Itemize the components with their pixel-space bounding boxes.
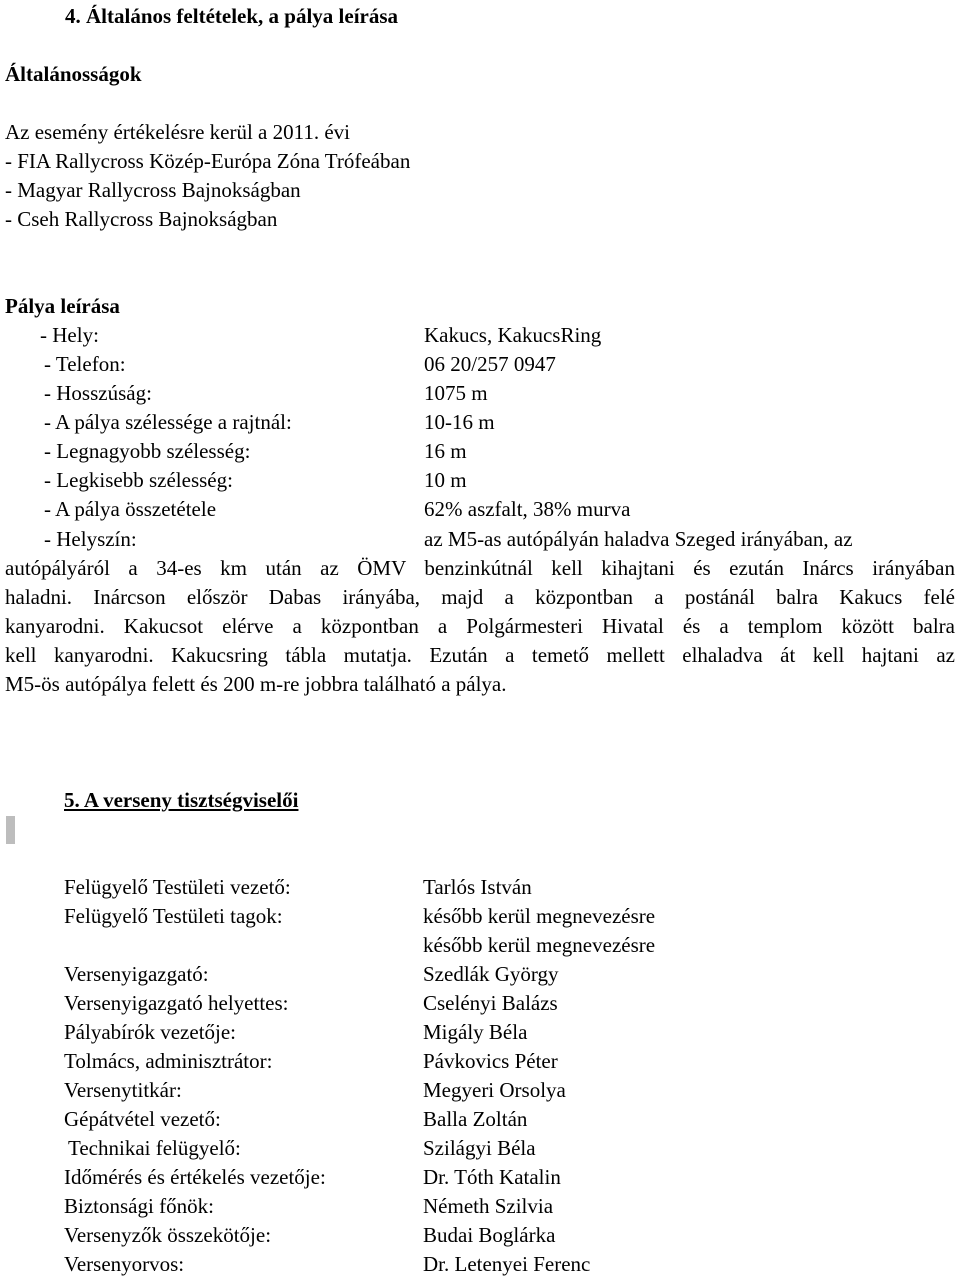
general-heading: Általánosságok bbox=[5, 62, 142, 86]
margin-change-bar bbox=[6, 816, 15, 844]
official-name: Dr. Tóth Katalin bbox=[423, 1165, 561, 1189]
track-heading: Pálya leírása bbox=[5, 294, 120, 318]
track-label: - Legkisebb szélesség: bbox=[44, 468, 233, 492]
official-role: Versenyigazgató helyettes: bbox=[64, 991, 289, 1015]
official-role: Versenyorvos: bbox=[64, 1252, 185, 1276]
section-4-heading: 4. Általános feltételek, a pálya leírása bbox=[65, 4, 399, 28]
official-role: Versenyigazgató: bbox=[64, 962, 209, 986]
track-label: - A pálya összetétele bbox=[44, 497, 217, 521]
official-role: Biztonsági főnök: bbox=[64, 1194, 214, 1218]
location-line: kanyarodni. Kakucsot elérve a központban a Polgármesteri Hivatal és a templom között balra bbox=[5, 614, 955, 638]
location-line: kell kanyarodni. Kakucsring tábla mutatja. Ezután a temető mellett elhaladva át kell hajtani az bbox=[5, 643, 955, 667]
official-name: Németh Szilvia bbox=[423, 1194, 554, 1218]
official-name: Megyeri Orsolya bbox=[423, 1078, 566, 1102]
official-role: Gépátvétel vezető: bbox=[64, 1107, 221, 1131]
location-label: - Helyszín: bbox=[44, 527, 137, 551]
track-label: - Hosszúság: bbox=[44, 381, 152, 405]
track-value: Kakucs, KakucsRing bbox=[424, 323, 602, 347]
official-role: Felügyelő Testületi vezető: bbox=[64, 875, 291, 899]
official-name: később kerül megnevezésre bbox=[423, 904, 656, 928]
track-value: 06 20/257 0947 bbox=[424, 352, 556, 376]
official-role: Versenyzők összekötője: bbox=[64, 1223, 272, 1247]
official-role: Tolmács, adminisztrátor: bbox=[64, 1049, 273, 1073]
official-role: Felügyelő Testületi tagok: bbox=[64, 904, 283, 928]
official-name: Pávkovics Péter bbox=[423, 1049, 558, 1073]
official-name: Szedlák György bbox=[423, 962, 559, 986]
track-value: 10-16 m bbox=[424, 410, 495, 434]
general-intro: Az esemény értékelésre kerül a 2011. évi bbox=[5, 120, 350, 144]
track-label: - Legnagyobb szélesség: bbox=[44, 439, 251, 463]
general-item: - FIA Rallycross Közép-Európa Zóna Trófeában bbox=[5, 149, 411, 173]
official-role: Technikai felügyelő: bbox=[68, 1136, 241, 1160]
official-name: Balla Zoltán bbox=[423, 1107, 528, 1131]
location-first-line: az M5-as autópályán haladva Szeged irányában, az bbox=[424, 527, 853, 551]
track-value: 16 m bbox=[424, 439, 467, 463]
track-value: 10 m bbox=[424, 468, 467, 492]
track-value: 62% aszfalt, 38% murva bbox=[424, 497, 631, 521]
location-last-line: M5-ös autópálya felett és 200 m-re jobbra található a pálya. bbox=[5, 672, 507, 696]
general-item: - Cseh Rallycross Bajnokságban bbox=[5, 207, 278, 231]
location-line: autópályáról a 34-es km után az ÖMV benzinkútnál kell kihajtani és ezután Inárcs irányában bbox=[5, 556, 955, 580]
official-name: később kerül megnevezésre bbox=[423, 933, 656, 957]
track-label: - Hely: bbox=[40, 323, 99, 347]
section-5-heading: 5. A verseny tisztségviselői bbox=[64, 788, 299, 812]
track-label: - Telefon: bbox=[44, 352, 126, 376]
track-label: - A pálya szélessége a rajtnál: bbox=[44, 410, 292, 434]
official-role: Versenytitkár: bbox=[64, 1078, 182, 1102]
official-role: Időmérés és értékelés vezetője: bbox=[64, 1165, 326, 1189]
official-name: Budai Boglárka bbox=[423, 1223, 556, 1247]
official-name: Szilágyi Béla bbox=[423, 1136, 536, 1160]
official-name: Migály Béla bbox=[423, 1020, 528, 1044]
track-value: 1075 m bbox=[424, 381, 488, 405]
location-line: haladni. Inárcson először Dabas irányába, majd a központban a postánál balra Kakucs felé bbox=[5, 585, 955, 609]
general-item: - Magyar Rallycross Bajnokságban bbox=[5, 178, 301, 202]
official-name: Tarlós István bbox=[423, 875, 532, 899]
official-name: Dr. Letenyei Ferenc bbox=[423, 1252, 591, 1276]
official-role: Pályabírók vezetője: bbox=[64, 1020, 237, 1044]
official-name: Cselényi Balázs bbox=[423, 991, 558, 1015]
